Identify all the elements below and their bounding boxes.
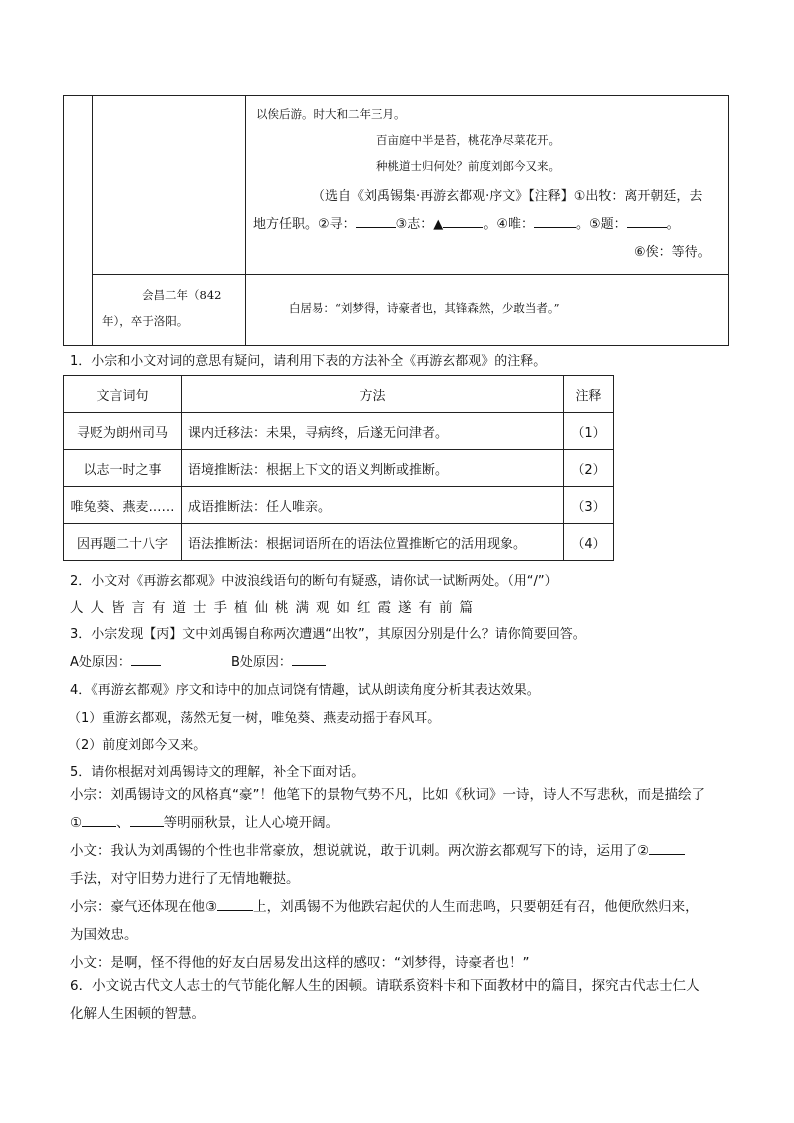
dialogue-line: 为国效忠。 [70, 927, 138, 943]
question-6-line: 化解人生困顿的智慧。 [70, 1006, 205, 1022]
question-6-line: 6．小文说古代文人志士的气节能化解人生的困顿。请联系资料卡和下面教材中的篇目，探究古代志士仁人 [70, 978, 700, 994]
info-card-table [63, 95, 729, 346]
table-divider [245, 96, 246, 345]
text-line: 以俟后游。时大和二年三月。 [256, 107, 406, 121]
dialogue-segment: 上，刘禹锡不为他跌宕起伏的人生而悲鸣，只要朝廷有召，他便欣然归来， [253, 899, 699, 915]
answer-a-blank[interactable] [131, 664, 161, 666]
table-header-row [64, 376, 614, 413]
dialogue-segment: 等明丽秋景，让人心境开阔。 [163, 815, 340, 831]
question-5-text: 5．请你根据对刘禹锡诗文的理解，补全下面对话。 [70, 765, 365, 780]
separator: 、 [116, 815, 130, 831]
note-line: （选自《刘禹锡集·再游玄都观·序文》【注释】①出牧：离开朝廷，去 [312, 189, 703, 204]
header-cell: 注释 [564, 376, 614, 413]
table-cell: 成语推断法：任人唯亲。 [182, 487, 564, 524]
table-cell: （4） [564, 524, 614, 561]
blank-line[interactable] [649, 853, 685, 855]
question-4-text: 4．《再游玄都观》序文和诗中的加点词饶有情趣，试从朗读角度分析其表达效果。 [70, 683, 540, 698]
blank-line[interactable] [217, 909, 253, 911]
table-cell: 语法推断法：根据词语所在的语法位置推断它的活用现象。 [182, 524, 564, 561]
question-2-text: 2．小文对《再游玄都观》中波浪线语句的断句有疑惑，请你试一试断两处。（用“/”） [70, 574, 558, 589]
answer-b [231, 651, 326, 670]
table-row [64, 450, 614, 487]
table-cell: 以志一时之事 [64, 450, 182, 487]
table-cell: （1） [564, 413, 614, 450]
poem-line: 百亩庭中半是苔，桃花净尽菜花开。 [376, 133, 560, 147]
poem-line: 种桃道士归何处？前度刘郎今又来。 [376, 159, 560, 173]
note-segment: 。 [666, 217, 680, 232]
note-line [253, 213, 680, 232]
table-row [64, 524, 614, 561]
dialogue-line [70, 809, 728, 837]
table-cell: 课内迁移法：未果，寻病终，后遂无问津者。 [182, 413, 564, 450]
blank-number: ① [70, 815, 83, 831]
note-segment: 。⑤题： [575, 217, 627, 232]
punctuation-sentence: 人人皆言有道士手植仙桃满观如红霞遂有前篇 [70, 600, 480, 616]
dialogue-line: 小文：是啊，怪不得他的好友白居易发出这样的感叹：“刘梦得，诗豪者也！” [70, 955, 530, 971]
question-6-block [70, 972, 728, 1028]
question-3-text: 3．小宗发现【丙】文中刘禹锡自称两次遭遇“出牧”，其原因分别是什么？请你简要回答。 [70, 627, 586, 642]
answer-a-label: A处原因： [70, 655, 131, 670]
note-segment: 地方任职。②寻： [253, 217, 356, 232]
dialogue-line: 手法，对守旧势力进行了无情地鞭挞。 [70, 871, 300, 887]
table-cell: 因再题二十八字 [64, 524, 182, 561]
blank-line[interactable] [82, 825, 116, 827]
blank-line[interactable] [130, 825, 164, 827]
answer-b-blank[interactable] [292, 664, 326, 666]
table-row [64, 487, 614, 524]
table-cell: 寻贬为朗州司马 [64, 413, 182, 450]
answer-a [70, 651, 161, 670]
table-cell: （2） [564, 450, 614, 487]
table-divider [92, 274, 728, 275]
dialogue-line: 小宗：刘禹锡诗文的风格真“豪”！他笔下的景物气势不凡，比如《秋词》一诗，诗人不写悲秋，而是描绘了 [70, 787, 705, 803]
blank-line[interactable] [627, 226, 667, 228]
method-table [63, 375, 614, 561]
table-divider [92, 96, 93, 345]
quote-text: 白居易：“刘梦得，诗豪者也，其锋森然，少敢当者。” [289, 301, 560, 315]
blank-line[interactable] [356, 226, 396, 228]
note-segment: ③志：▲ [395, 217, 444, 232]
question-4-item-2: （2）前度刘郎今又来。 [68, 738, 207, 753]
dialogue-line [70, 893, 728, 921]
question-4-item-1: （1）重游玄都观，荡然无复一树，唯兔葵、燕麦动摇于春风耳。 [68, 711, 441, 726]
header-cell: 文言词句 [64, 376, 182, 413]
dialogue-line [70, 837, 728, 865]
date-text: 会昌二年（842 [142, 288, 222, 302]
header-cell: 方法 [182, 376, 564, 413]
note-line: ⑥俟：等待。 [634, 245, 711, 260]
table-cell: 唯兔葵、燕麦…… [64, 487, 182, 524]
dialogue-segment: 小文：我认为刘禹锡的个性也非常豪放，想说就说，敢于讥刺。两次游玄都观写下的诗，运用了② [70, 843, 650, 859]
note-segment: 。④唯： [483, 217, 534, 232]
blank-line[interactable] [443, 226, 483, 228]
answer-b-label: B处原因： [231, 655, 292, 670]
dialogue-segment: 小宗：豪气还体现在他③ [70, 899, 218, 915]
table-cell: 语境推断法：根据上下文的语义判断或推断。 [182, 450, 564, 487]
table-cell: （3） [564, 487, 614, 524]
table-row [64, 413, 614, 450]
blank-line[interactable] [534, 226, 576, 228]
question-1-text: 1．小宗和小文对词的意思有疑问，请利用下表的方法补全《再游玄都观》的注释。 [70, 354, 547, 369]
dialogue-block [70, 781, 728, 977]
date-text: 年），卒于洛阳。 [102, 314, 189, 328]
